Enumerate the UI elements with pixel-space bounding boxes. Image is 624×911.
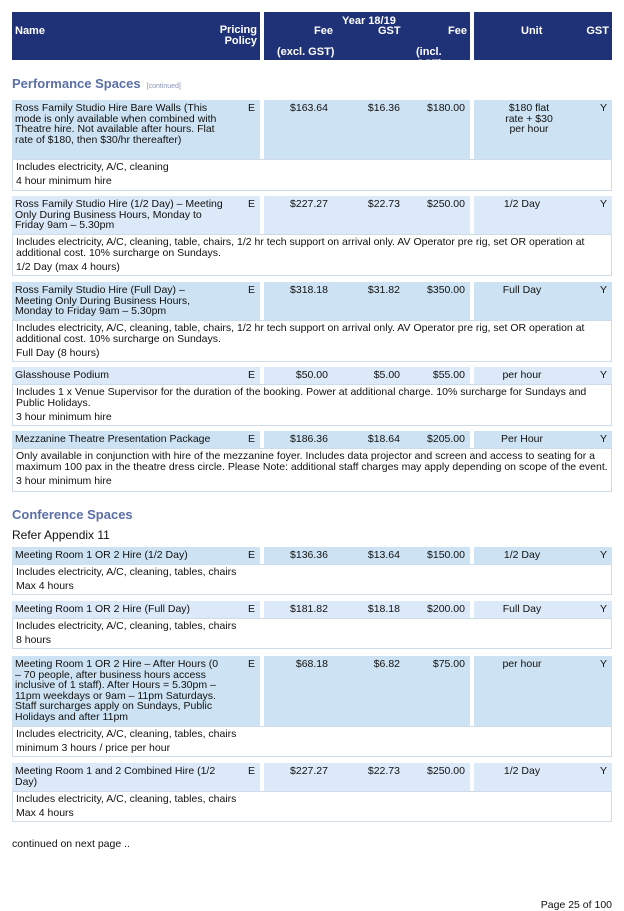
row-name: Meeting Room 1 OR 2 Hire – After Hours (0 – 70 people, after business hours access inclusive of 1 staff). After Hours = 5.30pm – 11pm weekdays or 9am – 11pm Saturdays. Staff surcharges apply on Sundays, Public Holidays and after 11pm (12, 656, 260, 726)
fee-gst: $22.73 (367, 198, 400, 210)
row-fees (264, 763, 470, 791)
row-details (12, 791, 612, 822)
detail-line: Includes electricity, A/C, cleaning, table, chairs, 1/2 hr tech support on arrival only. AV Operator pre rig, set OR operation at additional cost. 10% surcharge on Sundays. (16, 322, 585, 345)
row-gst-flag: Y (599, 765, 607, 777)
header-pricing-policy: Pricing Policy (219, 24, 257, 47)
detail-line: Only available in conjunction with hire of the mezzanine foyer. Includes data projector and screen and access to seating for a maximum 100 pax in the theatre dress circle. Please Note: additional staff charges may apply depending on scope of the event. (16, 450, 608, 473)
row-details (12, 384, 612, 426)
fee-excl: $68.18 (295, 658, 328, 670)
row-gst-flag: Y (599, 433, 607, 445)
row-unit: 1/2 Day (503, 765, 541, 777)
page-number: Page 25 of 100 (540, 899, 612, 911)
row-policy: E (247, 102, 255, 114)
fee-excl: $186.36 (290, 433, 328, 445)
row-unit: per hour (502, 658, 542, 670)
fee-excl: $227.27 (290, 765, 328, 777)
fee-excl: $163.64 (290, 102, 328, 114)
detail-line: Includes electricity, A/C, cleaning, tables, chairs (16, 620, 237, 632)
row-name: Glasshouse Podium (12, 367, 260, 384)
row-fees (264, 367, 470, 384)
fee-gst: $5.00 (373, 369, 400, 381)
detail-line: 8 hours (16, 634, 52, 646)
fee-gst: $16.36 (367, 102, 400, 114)
detail-line: Includes electricity, A/C, cleaning, tables, chairs (16, 566, 237, 578)
detail-line: 3 hour minimum hire (16, 411, 112, 423)
row-details (12, 618, 612, 649)
detail-line: Includes electricity, A/C, cleaning, tables, chairs (16, 793, 237, 805)
row-gst-flag: Y (599, 102, 607, 114)
row-policy: E (247, 433, 255, 445)
fee-gst: $13.64 (367, 549, 400, 561)
fee-incl: $200.00 (427, 603, 465, 615)
detail-line: minimum 3 hours / price per hour (16, 742, 171, 754)
row-unit-cell (474, 282, 612, 320)
row-unit: Per Hour (500, 433, 543, 445)
row-gst-flag: Y (599, 658, 607, 670)
header-excl-label: (excl. GST) (277, 46, 335, 58)
row-fees (264, 601, 470, 618)
continued-note: continued on next page .. (12, 838, 130, 850)
row-gst-flag: Y (599, 369, 607, 381)
row-unit-cell (474, 367, 612, 384)
row-policy: E (247, 658, 255, 670)
detail-line: Full Day (8 hours) (16, 347, 100, 359)
fee-gst: $6.82 (373, 658, 400, 670)
row-name: Meeting Room 1 and 2 Combined Hire (1/2 Day) (12, 763, 260, 791)
detail-line: Includes electricity, A/C, cleaning, tables, chairs (16, 728, 237, 740)
fee-excl: $136.36 (290, 549, 328, 561)
detail-line: Includes electricity, A/C, cleaning (16, 161, 169, 173)
row-policy: E (247, 198, 255, 210)
row-fees (264, 431, 470, 448)
row-unit: $180 flat rate + $30 per hour (505, 102, 553, 135)
row-details (12, 159, 612, 191)
row-unit-cell (474, 601, 612, 618)
continued-tag: [continued] (146, 83, 181, 90)
row-name: Meeting Room 1 OR 2 Hire (Full Day) (12, 601, 260, 618)
row-unit-cell (474, 196, 612, 234)
section-performance-title: Performance Spaces [continued] (12, 76, 181, 91)
row-name: Ross Family Studio Hire (Full Day) – Meeting Only During Business Hours, Monday to Friday 9am – 5.30pm (12, 282, 260, 320)
fee-gst: $18.18 (367, 603, 400, 615)
row-name: Ross Family Studio Hire Bare Walls (This mode is only available when combined with Theatre hire. Not available after hours. Flat rate of $180, then $30/hr thereafter) (12, 100, 260, 159)
section-conference-title: Conference Spaces (12, 507, 133, 522)
header-fee-incl: Fee (448, 25, 467, 37)
row-policy: E (247, 549, 255, 561)
row-details (12, 234, 612, 276)
row-name: Ross Family Studio Hire (1/2 Day) – Meeting Only During Business Hours, Monday to Friday 9am – 5.30pm (12, 196, 260, 234)
fee-excl: $227.27 (290, 198, 328, 210)
row-gst-flag: Y (599, 549, 607, 561)
row-gst-flag: Y (599, 284, 607, 296)
header-unit-cell (474, 12, 612, 60)
fee-incl: $350.00 (427, 284, 465, 296)
header-gst: GST (378, 25, 401, 37)
fee-excl: $318.18 (290, 284, 328, 296)
row-name: Mezzanine Theatre Presentation Package (12, 431, 260, 448)
detail-line: Includes 1 x Venue Supervisor for the duration of the booking. Power at additional charge. 10% surcharge for Sundays and Public Holidays. (16, 386, 587, 409)
row-policy: E (247, 369, 255, 381)
fee-incl: $180.00 (427, 102, 465, 114)
fee-gst: $22.73 (367, 765, 400, 777)
row-unit-cell (474, 431, 612, 448)
header-name-cell (12, 12, 260, 60)
row-name: Meeting Room 1 OR 2 Hire (1/2 Day) (12, 547, 260, 564)
row-gst-flag: Y (599, 603, 607, 615)
row-unit: 1/2 Day (503, 549, 541, 561)
header-year: Year 18/19 (342, 15, 396, 27)
row-unit-cell (474, 763, 612, 791)
fee-gst: $31.82 (367, 284, 400, 296)
fee-incl: $205.00 (427, 433, 465, 445)
row-fees (264, 282, 470, 320)
header-incl-label: (incl. GST) (416, 46, 443, 70)
row-fees (264, 196, 470, 234)
fee-incl: $250.00 (427, 765, 465, 777)
row-policy: E (247, 603, 255, 615)
row-details (12, 564, 612, 595)
header-gst-flag: GST (586, 25, 609, 37)
row-fees (264, 100, 470, 159)
header-name: Name (15, 25, 45, 37)
row-unit-cell (474, 547, 612, 564)
row-gst-flag: Y (599, 198, 607, 210)
header-unit: Unit (521, 25, 543, 37)
fee-excl: $181.82 (290, 603, 328, 615)
row-fees (264, 547, 470, 564)
row-policy: E (247, 284, 255, 296)
row-policy: E (247, 765, 255, 777)
fee-incl: $150.00 (427, 549, 465, 561)
detail-line: 1/2 Day (max 4 hours) (16, 261, 120, 273)
row-details (12, 320, 612, 362)
detail-line: Includes electricity, A/C, cleaning, table, chairs, 1/2 hr tech support on arrival only. AV Operator pre rig, set OR operation at additional cost. 10% surcharge on Sundays. (16, 236, 585, 259)
row-details (12, 448, 612, 492)
row-details (12, 726, 612, 757)
row-unit: 1/2 Day (503, 198, 541, 210)
detail-line: Max 4 hours (16, 807, 74, 819)
fee-incl: $250.00 (427, 198, 465, 210)
row-fees (264, 656, 470, 726)
fee-excl: $50.00 (295, 369, 328, 381)
fee-incl: $75.00 (432, 658, 465, 670)
row-unit-cell (474, 100, 612, 159)
conference-note: Refer Appendix 11 (12, 528, 110, 542)
row-unit-cell (474, 656, 612, 726)
row-unit: Full Day (502, 284, 542, 296)
detail-line: 4 hour minimum hire (16, 175, 112, 187)
detail-line: 3 hour minimum hire (16, 475, 112, 487)
header-fee-cell (264, 12, 470, 70)
fee-incl: $55.00 (432, 369, 465, 381)
detail-line: Max 4 hours (16, 580, 74, 592)
header-fee-excl: Fee (314, 25, 333, 37)
row-unit: per hour (502, 369, 542, 381)
row-unit: Full Day (502, 603, 542, 615)
fee-gst: $18.64 (367, 433, 400, 445)
